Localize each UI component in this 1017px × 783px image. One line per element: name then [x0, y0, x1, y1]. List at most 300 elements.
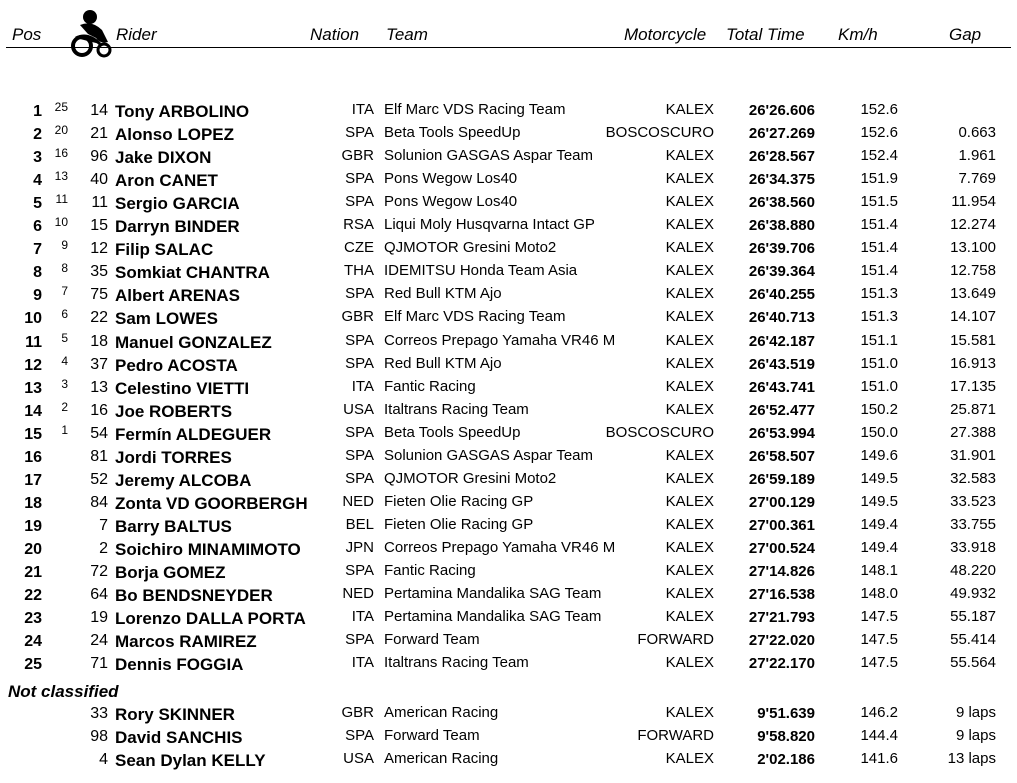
team: Pertamina Mandalika SAG Team	[384, 585, 602, 603]
rider-number: 72	[90, 563, 108, 580]
position: 19	[24, 517, 42, 535]
speed-kmh: 147.5	[860, 608, 898, 626]
team: Fieten Olie Racing GP	[384, 492, 534, 510]
speed-kmh: 149.5	[860, 492, 898, 510]
rider-name: Sergio GARCIA	[115, 194, 240, 214]
motorcycle: KALEX	[665, 562, 714, 579]
speed-kmh: 152.6	[860, 101, 898, 118]
not-classified-heading: Not classified	[8, 682, 119, 701]
motorcycle: KALEX	[665, 308, 714, 326]
speed-kmh: 150.0	[860, 423, 898, 441]
speed-kmh: 148.1	[860, 562, 898, 579]
total-time: 27'22.170	[748, 655, 815, 673]
motorcycle: FORWARD	[637, 631, 714, 649]
points: 3	[61, 376, 68, 391]
table-row	[0, 353, 1017, 376]
nation: CZE	[344, 239, 374, 257]
table-row	[0, 422, 1017, 445]
team: Forward Team	[384, 631, 480, 649]
team: Beta Tools SpeedUp	[384, 124, 521, 142]
position: 17	[24, 471, 42, 489]
table-row	[0, 514, 1017, 537]
header-divider	[6, 47, 1011, 48]
position: 21	[24, 564, 42, 581]
rider-name: Filip SALAC	[115, 240, 214, 260]
gap: 27.388	[950, 423, 996, 441]
rider-number: 35	[90, 263, 108, 281]
rider-number: 40	[90, 171, 108, 189]
table-row	[0, 606, 1017, 629]
position: 24	[24, 633, 42, 651]
nation: NED	[342, 585, 374, 603]
table-row	[0, 445, 1017, 468]
total-time: 26'42.187	[748, 332, 815, 350]
points: 1	[61, 422, 68, 437]
nation: BEL	[345, 515, 374, 533]
gap: 13.100	[950, 239, 996, 257]
motorcycle: KALEX	[665, 262, 714, 280]
rider-number: 81	[90, 447, 108, 465]
position: 10	[24, 310, 42, 328]
motorcycle: KALEX	[665, 704, 714, 721]
nation: GBR	[341, 147, 374, 165]
rider-name: Borja GOMEZ	[115, 563, 226, 582]
rider-number: 18	[90, 332, 108, 350]
points: 25	[54, 100, 68, 114]
header-motorcycle: Motorcycle	[624, 25, 707, 44]
total-time: 27'00.524	[748, 539, 815, 557]
nation: JPN	[345, 538, 374, 556]
motorcycle: KALEX	[665, 147, 714, 165]
rider-number: 7	[99, 516, 108, 534]
points: 11	[55, 192, 68, 207]
total-time: 27'00.129	[748, 493, 815, 511]
table-row	[0, 537, 1017, 560]
points: 7	[61, 284, 68, 299]
nation: ITA	[351, 101, 374, 118]
speed-kmh: 151.0	[860, 377, 898, 395]
team: Liqui Moly Husqvarna Intact GP	[384, 216, 595, 234]
speed-kmh: 151.3	[860, 308, 898, 326]
rider-name: Somkiat CHANTRA	[115, 263, 270, 283]
position: 13	[24, 379, 42, 397]
rider-number: 16	[90, 401, 108, 419]
points: 13	[54, 169, 68, 184]
motorcycle: KALEX	[665, 492, 714, 510]
table-row	[0, 629, 1017, 652]
gap: 13.649	[950, 285, 996, 303]
motorcycle: KALEX	[665, 170, 714, 188]
rider-name: Jordi TORRES	[115, 447, 232, 467]
table-row	[0, 260, 1017, 283]
team: Correos Prepago Yamaha VR46 M	[384, 538, 616, 556]
rider-name: Celestino VIETTI	[115, 378, 250, 398]
table-row	[0, 237, 1017, 260]
table-row	[0, 145, 1017, 168]
position: 6	[33, 218, 42, 236]
motorcycle: KALEX	[665, 400, 714, 418]
rider-number: 12	[90, 240, 108, 258]
rider-name: Albert ARENAS	[115, 286, 240, 306]
motorcycle: KALEX	[665, 538, 714, 556]
motorcycle: FORWARD	[637, 727, 714, 744]
gap: 1.961	[958, 147, 996, 165]
gap: 25.871	[950, 400, 996, 418]
rider-number: 15	[90, 217, 108, 235]
nation: SPA	[345, 631, 374, 649]
team: Fantic Racing	[384, 562, 476, 579]
total-time: 27'14.826	[748, 563, 815, 580]
motorcycle: KALEX	[665, 285, 714, 303]
position: 1	[33, 103, 42, 120]
gap: 33.523	[950, 492, 996, 510]
nation: SPA	[345, 562, 374, 579]
speed-kmh: 148.0	[860, 585, 898, 603]
gap: 0.663	[958, 124, 996, 142]
nation: GBR	[341, 704, 374, 721]
rider-name: Alonso LOPEZ	[115, 125, 234, 145]
total-time: 26'26.606	[748, 102, 815, 119]
rider-number: 64	[90, 586, 108, 604]
nation: ITA	[351, 377, 374, 395]
rider-name: Bo BENDSNEYDER	[115, 586, 273, 606]
team: Pons Wegow Los40	[384, 170, 518, 188]
total-time: 26'39.706	[748, 240, 815, 258]
rider-number: 98	[90, 728, 108, 745]
team: Solunion GASGAS Aspar Team	[384, 147, 594, 165]
total-time: 26'40.713	[748, 309, 815, 327]
points: 8	[61, 261, 68, 276]
nation: USA	[343, 750, 374, 767]
rider-name: Darryn BINDER	[115, 217, 240, 237]
rider-name: Joe ROBERTS	[115, 401, 233, 421]
position: 12	[24, 356, 42, 374]
motorcycle: BOSCOSCURO	[605, 124, 714, 142]
nation: RSA	[343, 216, 374, 234]
speed-kmh: 152.4	[860, 147, 898, 165]
total-time: 26'38.560	[748, 194, 815, 212]
nation: SPA	[345, 193, 374, 211]
nation: ITA	[351, 654, 374, 672]
table-row	[0, 560, 1017, 583]
points: 5	[61, 330, 68, 345]
gap: 9 laps	[955, 704, 996, 721]
total-time: 9'58.820	[757, 728, 815, 745]
motorcycle: KALEX	[665, 515, 714, 533]
gap: 55.187	[950, 608, 996, 626]
position: 23	[24, 610, 42, 628]
rider-name: Dennis FOGGIA	[115, 655, 244, 675]
header-total-time: Total Time	[726, 25, 805, 44]
nation: THA	[344, 262, 374, 280]
total-time: 9'51.639	[757, 705, 815, 722]
position: 22	[24, 587, 42, 605]
points: 4	[61, 353, 68, 368]
speed-kmh: 151.4	[860, 239, 898, 257]
gap: 55.414	[950, 631, 996, 649]
table-row	[0, 583, 1017, 606]
table-row	[0, 122, 1017, 145]
team: QJMOTOR Gresini Moto2	[384, 469, 557, 487]
rider-name: Fermín ALDEGUER	[115, 424, 272, 444]
team: Correos Prepago Yamaha VR46 M	[384, 331, 616, 349]
speed-kmh: 144.4	[860, 727, 898, 744]
gap: 32.583	[950, 469, 996, 487]
total-time: 26'52.477	[748, 401, 815, 419]
table-row	[0, 283, 1017, 306]
team: Elf Marc VDS Racing Team	[384, 308, 566, 326]
rider-number: 19	[90, 609, 108, 627]
motorcycle: KALEX	[665, 331, 714, 349]
gap: 49.932	[950, 585, 996, 603]
speed-kmh: 149.6	[860, 446, 898, 464]
team: Italtrans Racing Team	[384, 654, 529, 672]
table-row	[0, 491, 1017, 514]
nation: ITA	[351, 608, 374, 626]
header-kmh: Km/h	[838, 25, 878, 44]
nation: SPA	[345, 423, 374, 441]
motorcycle: KALEX	[665, 585, 714, 603]
speed-kmh: 151.4	[860, 262, 898, 280]
team: Solunion GASGAS Aspar Team	[384, 446, 594, 464]
rider-name: Manuel GONZALEZ	[115, 332, 272, 352]
motorcycle: KALEX	[665, 377, 714, 395]
total-time: 26'43.741	[748, 378, 815, 396]
motorcycle: BOSCOSCURO	[605, 423, 714, 441]
gap: 11.954	[951, 193, 996, 211]
rider-name: Jake DIXON	[115, 148, 212, 168]
rider-number: 22	[90, 309, 108, 327]
team: Fantic Racing	[384, 377, 476, 395]
gap: 16.913	[950, 354, 996, 372]
speed-kmh: 150.2	[860, 400, 898, 418]
total-time: 27'21.793	[748, 609, 815, 627]
header-rider: Rider	[116, 25, 157, 44]
gap: 33.918	[950, 538, 996, 556]
table-row	[0, 702, 1017, 725]
table-row	[0, 748, 1017, 771]
nation: SPA	[345, 469, 374, 487]
position: 11	[25, 333, 42, 351]
rider-number: 54	[90, 424, 108, 442]
team: Italtrans Racing Team	[384, 400, 529, 418]
speed-kmh: 147.5	[860, 631, 898, 649]
table-row	[0, 468, 1017, 491]
nation: SPA	[345, 331, 374, 349]
speed-kmh: 141.6	[860, 750, 898, 767]
gap: 12.758	[950, 262, 996, 280]
points: 6	[61, 307, 68, 322]
rider-name: Barry BALTUS	[115, 516, 232, 536]
team: Elf Marc VDS Racing Team	[384, 101, 566, 118]
points: 16	[54, 146, 68, 161]
rider-name: Sam LOWES	[115, 309, 218, 329]
team: QJMOTOR Gresini Moto2	[384, 239, 557, 257]
total-time: 26'53.994	[748, 424, 815, 442]
table-row	[0, 652, 1017, 675]
team: Fieten Olie Racing GP	[384, 515, 534, 533]
speed-kmh: 149.4	[860, 515, 898, 533]
rider-number: 13	[90, 378, 108, 396]
points: 9	[61, 238, 68, 253]
rider-name: Soichiro MINAMIMOTO	[115, 539, 301, 559]
rider-number: 4	[99, 751, 108, 768]
rider-name: Aron CANET	[115, 171, 218, 191]
rider-number: 52	[90, 470, 108, 488]
nation: NED	[342, 492, 374, 510]
speed-kmh: 151.5	[860, 193, 898, 211]
rider-number: 2	[99, 539, 108, 557]
nation: SPA	[345, 170, 374, 188]
motorcycle: KALEX	[665, 216, 714, 234]
nation: USA	[343, 400, 374, 418]
gap: 13 laps	[947, 750, 996, 767]
rider-name: David SANCHIS	[115, 728, 243, 747]
gap: 9 laps	[955, 727, 996, 744]
nation: SPA	[345, 446, 374, 464]
position: 4	[33, 172, 42, 190]
rider-number: 84	[90, 493, 108, 511]
total-time: 26'34.375	[748, 171, 815, 189]
motorcycle: KALEX	[665, 469, 714, 487]
header-nation: Nation	[310, 25, 360, 44]
rider-number: 37	[90, 355, 108, 373]
gap: 55.564	[950, 654, 996, 672]
team: Pons Wegow Los40	[384, 193, 518, 211]
nation: SPA	[345, 727, 374, 744]
table-row	[0, 306, 1017, 329]
motorcycle: KALEX	[665, 101, 714, 118]
total-time: 27'16.538	[748, 586, 815, 604]
gap: 31.901	[950, 446, 996, 464]
table-row	[0, 725, 1017, 748]
total-time: 26'27.269	[748, 125, 815, 143]
total-time: 26'39.364	[748, 263, 815, 281]
position: 20	[24, 540, 42, 558]
motorcycle-rider-icon	[70, 8, 114, 58]
speed-kmh: 151.1	[860, 331, 898, 349]
table-row	[0, 214, 1017, 237]
rider-name: Marcos RAMIREZ	[115, 632, 257, 652]
position: 16	[24, 448, 42, 466]
position: 8	[33, 264, 42, 282]
team: Red Bull KTM Ajo	[384, 285, 502, 303]
total-time: 26'38.880	[748, 217, 815, 235]
gap: 33.755	[950, 515, 996, 533]
position: 18	[24, 494, 42, 512]
total-time: 26'59.189	[748, 470, 815, 488]
gap: 48.220	[950, 562, 996, 579]
gap: 12.274	[950, 216, 996, 234]
position: 7	[33, 241, 42, 259]
motorcycle: KALEX	[665, 446, 714, 464]
speed-kmh: 151.9	[860, 170, 898, 188]
motorcycle: KALEX	[665, 193, 714, 211]
nation: GBR	[341, 308, 374, 326]
rider-number: 21	[90, 125, 108, 143]
table-row	[0, 191, 1017, 214]
rider-number: 33	[90, 705, 108, 722]
position: 15	[24, 425, 42, 443]
team: American Racing	[384, 704, 499, 721]
total-time: 27'22.020	[748, 632, 815, 650]
rider-number: 71	[90, 655, 108, 673]
gap: 7.769	[958, 170, 996, 188]
speed-kmh: 152.6	[860, 124, 898, 142]
table-row	[0, 376, 1017, 399]
points: 10	[54, 215, 68, 230]
speed-kmh: 146.2	[860, 704, 898, 721]
position: 14	[24, 402, 42, 420]
rider-name: Tony ARBOLINO	[115, 102, 250, 121]
team: IDEMITSU Honda Team Asia	[384, 262, 578, 280]
position: 3	[33, 149, 42, 167]
total-time: 26'28.567	[748, 148, 815, 166]
rider-name: Rory SKINNER	[115, 705, 235, 724]
gap: 17.135	[950, 377, 996, 395]
points: 20	[54, 123, 68, 138]
total-time: 2'02.186	[757, 751, 815, 768]
speed-kmh: 151.0	[860, 354, 898, 372]
rider-number: 75	[90, 286, 108, 304]
motorcycle: KALEX	[665, 239, 714, 257]
team: Red Bull KTM Ajo	[384, 354, 502, 372]
team: Beta Tools SpeedUp	[384, 423, 521, 441]
rider-number: 96	[90, 148, 108, 166]
rider-name: Zonta VD GOORBERGH	[115, 493, 308, 513]
table-row	[0, 168, 1017, 191]
speed-kmh: 149.5	[860, 469, 898, 487]
speed-kmh: 149.4	[860, 538, 898, 556]
motorcycle: KALEX	[665, 354, 714, 372]
table-row	[0, 330, 1017, 353]
position: 5	[33, 195, 42, 213]
speed-kmh: 151.4	[860, 216, 898, 234]
team: Pertamina Mandalika SAG Team	[384, 608, 602, 626]
total-time: 26'40.255	[748, 286, 815, 304]
rider-name: Sean Dylan KELLY	[115, 751, 266, 770]
points: 2	[61, 399, 68, 414]
motorcycle: KALEX	[665, 608, 714, 626]
speed-kmh: 151.3	[860, 285, 898, 303]
rider-name: Jeremy ALCOBA	[115, 470, 252, 490]
team: American Racing	[384, 750, 499, 767]
gap: 15.581	[950, 331, 996, 349]
speed-kmh: 147.5	[860, 654, 898, 672]
header-team: Team	[386, 25, 428, 44]
rider-number: 24	[90, 632, 108, 650]
nation: SPA	[345, 124, 374, 142]
motorcycle: KALEX	[665, 750, 714, 767]
position: 2	[33, 126, 42, 144]
team: Forward Team	[384, 727, 480, 744]
total-time: 26'43.519	[748, 355, 815, 373]
rider-number: 14	[90, 102, 108, 119]
rider-number: 11	[91, 194, 108, 212]
rider-name: Pedro ACOSTA	[115, 355, 238, 375]
table-header	[0, 0, 1017, 50]
total-time: 27'00.361	[748, 516, 815, 534]
total-time: 26'58.507	[748, 447, 815, 465]
rider-name: Lorenzo DALLA PORTA	[115, 609, 306, 629]
motorcycle: KALEX	[665, 654, 714, 672]
table-row	[0, 99, 1017, 122]
nation: SPA	[345, 354, 374, 372]
position: 9	[33, 287, 42, 305]
nation: SPA	[345, 285, 374, 303]
position: 25	[24, 656, 42, 674]
header-gap: Gap	[949, 25, 982, 44]
